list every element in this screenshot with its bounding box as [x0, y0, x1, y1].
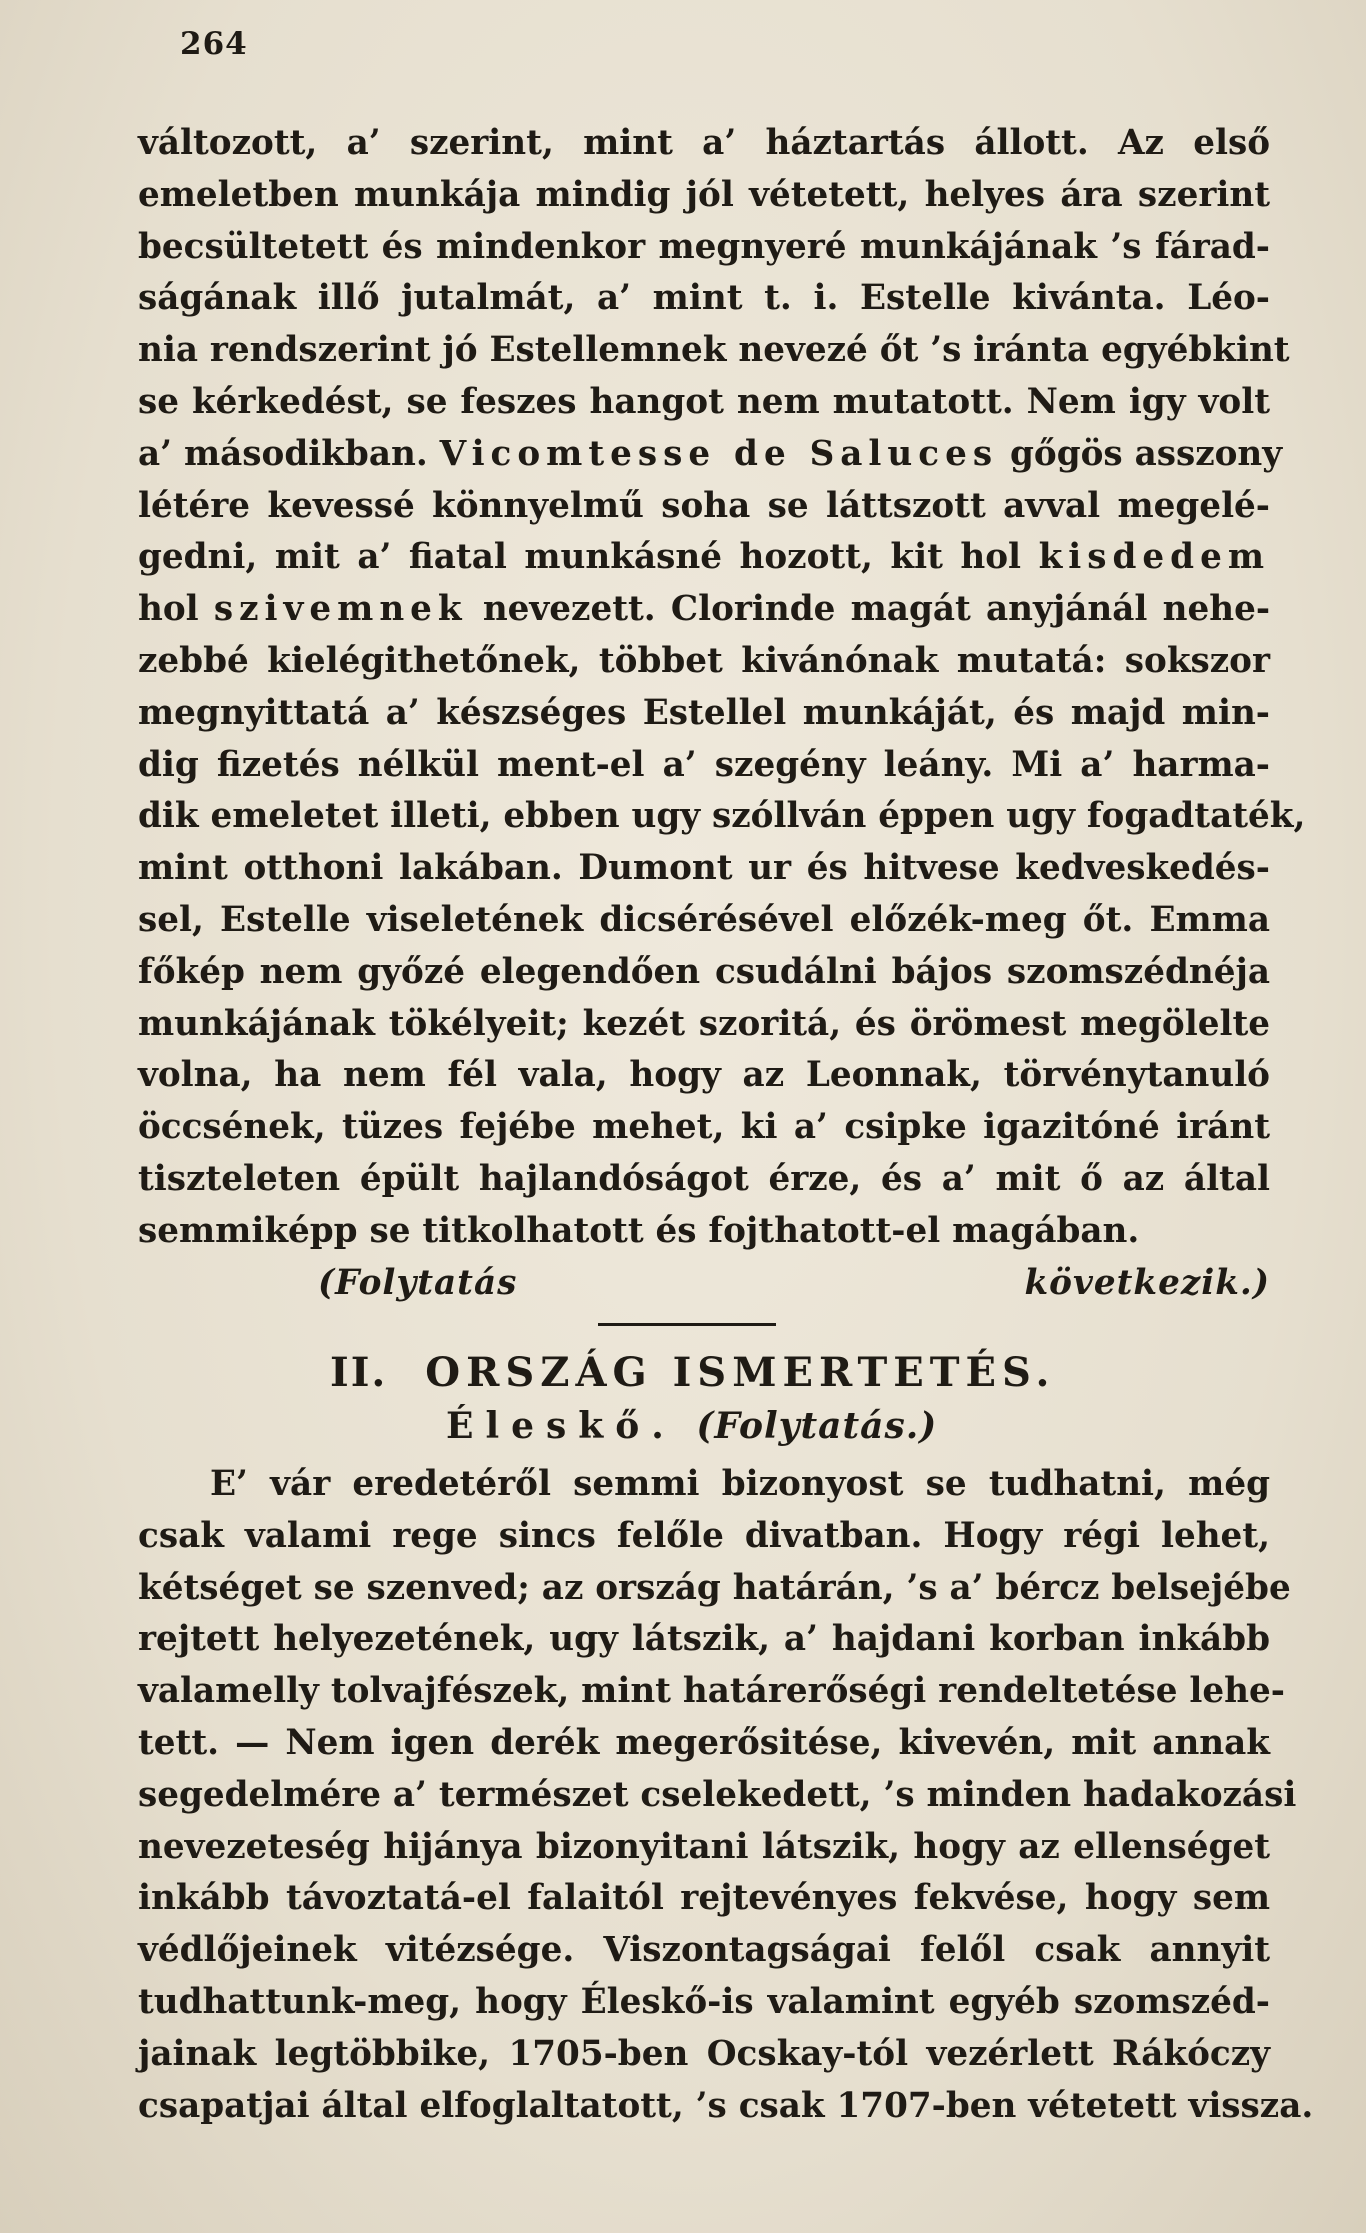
section-divider [598, 1323, 776, 1326]
spaced-name: Vicomtesse de Saluces [439, 433, 999, 474]
text-fragment: gedni, mit a’ fiatal munkásné hozott, kit hol [138, 537, 1022, 578]
text-line: változott, a’ szerint, mint a’ háztartás állott. Az első [138, 123, 1270, 163]
text-line [138, 584, 1270, 636]
text-line: tiszteleten épült hajlandóságot érze, és a’ mit ő az által [138, 1158, 1270, 1199]
section-heading [330, 1349, 1090, 1396]
spaced-word: szivemnek [213, 589, 468, 630]
text-fragment: hol [138, 589, 199, 630]
text-line: volna, ha nem fél vala, hogy az Leonnak, törvénytanuló [138, 1055, 1270, 1096]
paragraph-eleskő [138, 1459, 1314, 2132]
text-line: főkép nem győzé elegendően csudálni bájos szomszédnéja [138, 951, 1270, 992]
text-line: emeletben munkája mindig jól vétetett, helyes ára szerint [138, 174, 1270, 215]
subtitle-note: (Folytatás.) [696, 1405, 938, 1447]
text-line: E’ vár eredetéről semmi bizonyost se tudhatni, még [210, 1464, 1270, 1504]
text-line: tett. — Nem igen derék megerősitése, kivevén, mit annak [138, 1722, 1270, 1763]
text-line: ságának illő jutalmát, a’ mint t. i. Estelle kivánta. Léo- [138, 278, 1270, 319]
text-line: kétséget se szenved; az ország határán, ’s a’ bércz belsejébe [138, 1567, 1291, 1608]
section-number: II. [330, 1349, 388, 1396]
text-line: csak valami rege sincs felőle divatban. Hogy régi lehet, [138, 1515, 1270, 1556]
section-subtitle [446, 1405, 1046, 1447]
text-line: nia rendszerint jó Estellemnek nevezé őt ’s iránta egyébkint [138, 330, 1290, 371]
page-number: 264 [180, 26, 248, 62]
text-line: mint otthoni lakában. Dumont ur és hitvese kedveskedés- [138, 848, 1270, 889]
text-line: becsültetett és mindenkor megnyeré munkájának ’s fárad- [138, 226, 1270, 267]
text-line: csapatjai által elfoglaltatott, ’s csak 1707-ben vétetett vissza. [138, 2085, 1314, 2126]
text-line: semmiképp se titkolhatott és fojthatott-el magában. [138, 1210, 1140, 1251]
text-line: nevezeteség hijánya bizonyitani látszik, hogy az ellenséget [138, 1826, 1270, 1867]
text-line: rejtett helyezetének, ugy látszik, a’ hajdani korban inkább [138, 1619, 1270, 1660]
text-line [138, 532, 1270, 584]
text-line: dig fizetés nélkül ment-el a’ szegény leány. Mi a’ harma- [138, 744, 1270, 785]
text-line: megnyittatá a’ készséges Estellel munkáját, és majd min- [138, 692, 1270, 733]
section-title: ORSZÁG ISMERTETÉS. [425, 1349, 1056, 1396]
text-line: tudhattunk-meg, hogy Éleskő-is valamint egyéb szomszéd- [138, 1981, 1270, 2022]
text-line: inkább távoztatá-el falaitól rejtevényes fekvése, hogy sem [138, 1878, 1270, 1919]
text-line: se kérkedést, se feszes hangot nem mutatott. Nem igy volt [138, 381, 1270, 422]
text-line: sel, Estelle viseletének dicsérésével előzék-meg őt. Emma [138, 899, 1270, 940]
text-line: öccsének, tüzes fejébe mehet, ki a’ csipke igazitóné iránt [138, 1107, 1270, 1148]
text-line: védlőjeinek vitézsége. Viszontagságai felől csak annyit [138, 1930, 1270, 1971]
paragraph-continuation [138, 118, 1306, 1309]
continuation-note: (Folytatás következik.) [318, 1262, 1270, 1303]
text-line: valamelly tolvajfészek, mint határerőségi rendeltetése lehe- [138, 1671, 1285, 1712]
spaced-word: kisdedem [1038, 537, 1271, 578]
text-line: létére kevessé könnyelmű soha se láttszott avval megelé- [138, 485, 1270, 526]
text-line: dik emeletet illeti, ebben ugy szóllván éppen ugy fogadtaték, [138, 796, 1306, 837]
text-line: zebbé kielégithetőnek, többet kivánónak mutatá: sokszor [138, 640, 1270, 681]
text-line: jainak legtöbbike, 1705-ben Ocskay-tól vezérlett Rákóczy [138, 2033, 1270, 2074]
text-fragment: a’ másodikban. [138, 433, 428, 474]
text-line [138, 429, 1283, 481]
text-fragment: gőgös asszony [1010, 433, 1283, 474]
subtitle-place: Éleskő. [446, 1405, 676, 1447]
text-line: segedelmére a’ természet cselekedett, ’s minden hadakozási [138, 1774, 1297, 1815]
text-fragment: nevezett. Clorinde magát anyjánál nehe- [482, 589, 1271, 630]
text-line: munkájának tökélyeit; kezét szoritá, és örömest megölelte [138, 1003, 1270, 1044]
